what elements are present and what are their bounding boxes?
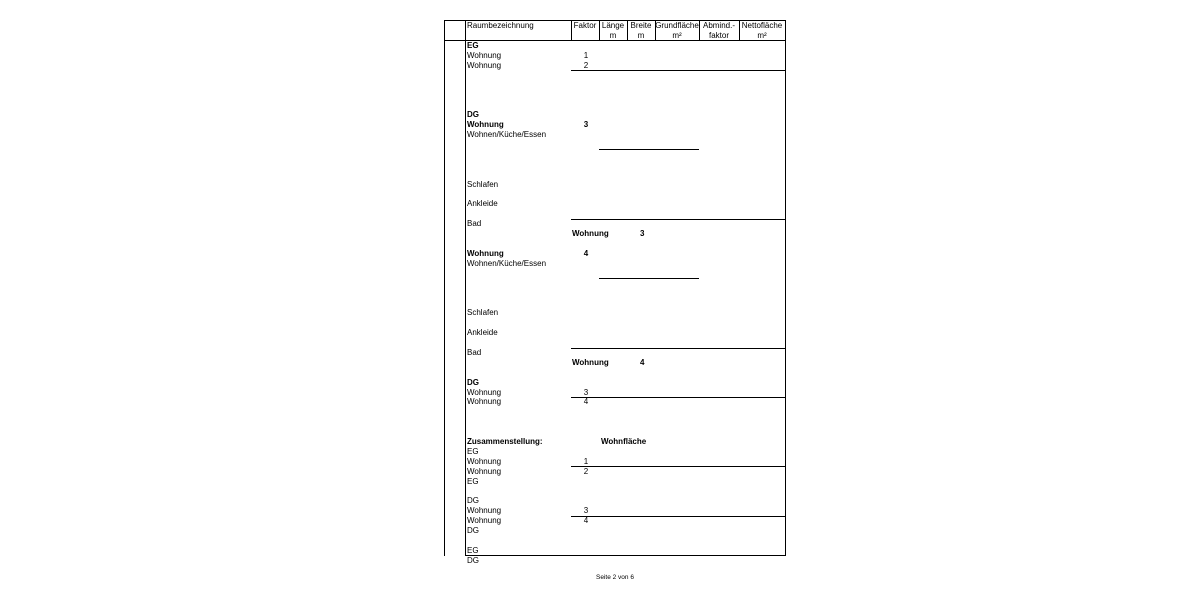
row-subtotal-label: Wohnung	[572, 357, 609, 367]
row-name: Bad	[467, 347, 482, 357]
row-name: Zusammenstellung:	[467, 437, 543, 446]
row-name: Wohnen/Küche/Essen	[467, 258, 547, 268]
row-name: Wohnung	[467, 60, 502, 70]
sum-line	[571, 466, 786, 467]
row-section-label: Wohnfläche	[601, 437, 647, 446]
row-faktor: 4	[583, 397, 589, 407]
row-name: EG	[467, 545, 479, 555]
sum-line	[571, 219, 786, 220]
row-name: Schlafen	[467, 308, 499, 318]
row-name: EG	[467, 446, 479, 456]
row-faktor: 2	[583, 466, 589, 476]
row-faktor: 1	[583, 50, 589, 60]
sum-line	[571, 70, 786, 71]
page-footer: Seite 2 von 6	[596, 574, 634, 581]
row-name: Ankleide	[467, 328, 498, 338]
header-breite: Breite m	[630, 21, 652, 40]
row-name: DG	[467, 555, 479, 565]
row-name: Wohnung	[467, 516, 502, 526]
row-name: Ankleide	[467, 199, 498, 209]
row-faktor: 4	[583, 248, 589, 258]
row-name: Wohnung	[467, 387, 502, 397]
row-name: DG	[467, 526, 479, 536]
row-name: EG	[467, 476, 479, 486]
row-faktor: 4	[583, 516, 589, 526]
left-border	[444, 20, 445, 556]
row-name: Wohnung	[467, 120, 504, 130]
row-subtotal-number: 4	[640, 357, 645, 367]
sum-line	[571, 516, 786, 517]
sum-line	[599, 149, 699, 150]
row-name: Wohnen/Küche/Essen	[467, 130, 547, 140]
right-border	[785, 20, 786, 556]
row-name: Bad	[467, 219, 482, 229]
row-name: Wohnung	[467, 50, 502, 60]
row-faktor: 2	[583, 60, 589, 70]
header-nettoflaeche: Nettofläche m²	[741, 21, 783, 40]
header-grundflaeche: Grundfläche m²	[655, 21, 699, 40]
row-faktor: 3	[583, 387, 589, 397]
row-faktor: 1	[583, 456, 589, 466]
row-faktor: 3	[583, 120, 589, 130]
row-subtotal-label: Wohnung	[572, 229, 609, 239]
header-bottom-border	[444, 40, 786, 41]
name-column-border	[465, 20, 466, 556]
row-name: Wohnung	[467, 506, 502, 516]
header-raumbezeichnung: Raumbezeichnung	[467, 21, 534, 30]
row-name: EG	[467, 41, 479, 50]
sum-line	[571, 348, 786, 349]
sum-line	[571, 397, 786, 398]
row-name: Wohnung	[467, 466, 502, 476]
row-name: Wohnung	[467, 456, 502, 466]
row-name: Wohnung	[467, 397, 502, 407]
header-laenge: Länge m	[601, 21, 625, 40]
bottom-border	[465, 555, 786, 556]
sum-line	[599, 278, 699, 279]
row-subtotal-number: 3	[640, 229, 645, 239]
row-name: Schlafen	[467, 179, 499, 189]
row-name: DG	[467, 377, 479, 387]
row-name: DG	[467, 110, 479, 120]
row-name: DG	[467, 496, 479, 506]
row-name: Wohnung	[467, 248, 504, 258]
header-abmindfaktor: Abmind.- faktor	[702, 21, 735, 40]
header-faktor: Faktor	[573, 21, 597, 30]
row-faktor: 3	[583, 506, 589, 516]
